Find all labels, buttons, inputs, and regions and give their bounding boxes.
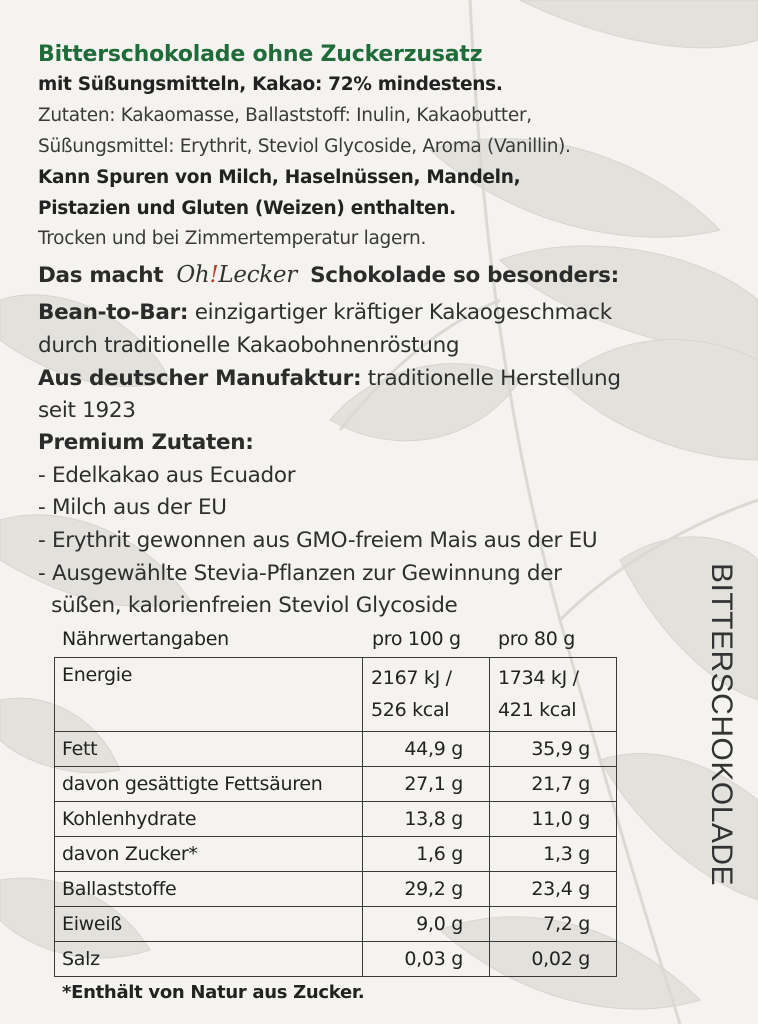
premium-item: - Ausgewählte Stevia-Pflanzen zur Gewinnung der (38, 561, 562, 586)
side-product-label: BITTERSCHOKOLADE (705, 563, 738, 887)
table-row (55, 872, 617, 907)
table-row (55, 802, 617, 837)
value-per-80g: 7,2 g (490, 907, 617, 942)
value-per-100g: 27,1 g (363, 767, 490, 802)
feature-manufaktur-label: Aus deutscher Manufaktur: (38, 366, 362, 391)
allergen-warning-line-1: Kann Spuren von Milch, Haselnüssen, Mandeln, (38, 167, 521, 188)
nutrient-name: Kohlenhydrate (55, 802, 363, 837)
value-per-80g: 11,0 g (490, 802, 617, 837)
ingredients-line-1: Zutaten: Kakaomasse, Ballaststoff: Inulin, Kakaobutter, (38, 105, 532, 126)
feature-manufaktur-line-2: seit 1923 (38, 398, 136, 423)
special-prefix: Das macht (38, 263, 164, 288)
value-per-100g: 0,03 g (363, 942, 490, 977)
product-subtitle: mit Süßungsmitteln, Kakao: 72% mindestens. (38, 74, 503, 95)
premium-item: - Milch aus der EU (38, 495, 227, 520)
value-per-80g: 35,9 g (490, 732, 617, 767)
premium-item: süßen, kalorienfreien Steviol Glycoside (38, 593, 458, 618)
premium-item: - Erythrit gewonnen aus GMO-freiem Mais aus der EU (38, 528, 598, 553)
nutrition-header: Nährwertangaben (62, 628, 229, 650)
table-row (55, 658, 617, 732)
table-row (55, 942, 617, 977)
special-heading (38, 262, 619, 288)
nutrient-name: Ballaststoffe (55, 872, 363, 907)
special-suffix: Schokolade so besonders: (310, 263, 619, 288)
sugar-footnote: *Enthält von Natur aus Zucker. (62, 982, 365, 1003)
nutrient-name: Salz (55, 942, 363, 977)
nutrient-name: davon gesättigte Fettsäuren (55, 767, 363, 802)
value-per-100g: 1,6 g (363, 837, 490, 872)
product-title: Bitterschokolade ohne Zuckerzusatz (38, 42, 483, 67)
table-row (55, 732, 617, 767)
feature-bean-to-bar: Bean-to-Bar: einzigartiger kräftiger Kakaogeschmack (38, 300, 612, 325)
energy-per-80g: 1734 kJ / 421 kcal (490, 658, 617, 732)
premium-item: - Edelkakao aus Ecuador (38, 463, 296, 488)
nutrient-name: davon Zucker* (55, 837, 363, 872)
nutrition-col-100g: pro 100 g (372, 628, 461, 650)
nutrient-name: Eiweiß (55, 907, 363, 942)
feature-manufaktur: Aus deutscher Manufaktur: traditionelle Herstellung (38, 366, 621, 391)
value-per-100g: 13,8 g (363, 802, 490, 837)
table-row (55, 767, 617, 802)
energy-per-100g: 2167 kJ / 526 kcal (363, 658, 490, 732)
feature-bean-to-bar-line-2: durch traditionelle Kakaobohnenröstung (38, 333, 460, 358)
value-per-100g: 9,0 g (363, 907, 490, 942)
oh-lecker-logo: Oh!Lecker (176, 262, 297, 288)
storage-instructions: Trocken und bei Zimmertemperatur lagern. (38, 228, 427, 249)
nutrient-name: Energie (55, 658, 363, 732)
table-row (55, 837, 617, 872)
value-per-80g: 0,02 g (490, 942, 617, 977)
value-per-100g: 44,9 g (363, 732, 490, 767)
value-per-80g: 23,4 g (490, 872, 617, 907)
feature-premium-label: Premium Zutaten: (38, 430, 254, 455)
feature-bean-label: Bean-to-Bar: (38, 300, 189, 325)
value-per-80g: 1,3 g (490, 837, 617, 872)
nutrient-name: Fett (55, 732, 363, 767)
ingredients-line-2: Süßungsmittel: Erythrit, Steviol Glycoside, Aroma (Vanillin). (38, 136, 571, 157)
nutrition-table (54, 657, 617, 977)
allergen-warning-line-2: Pistazien und Gluten (Weizen) enthalten. (38, 198, 456, 219)
nutrition-col-80g: pro 80 g (498, 628, 575, 650)
table-row (55, 907, 617, 942)
value-per-100g: 29,2 g (363, 872, 490, 907)
value-per-80g: 21,7 g (490, 767, 617, 802)
